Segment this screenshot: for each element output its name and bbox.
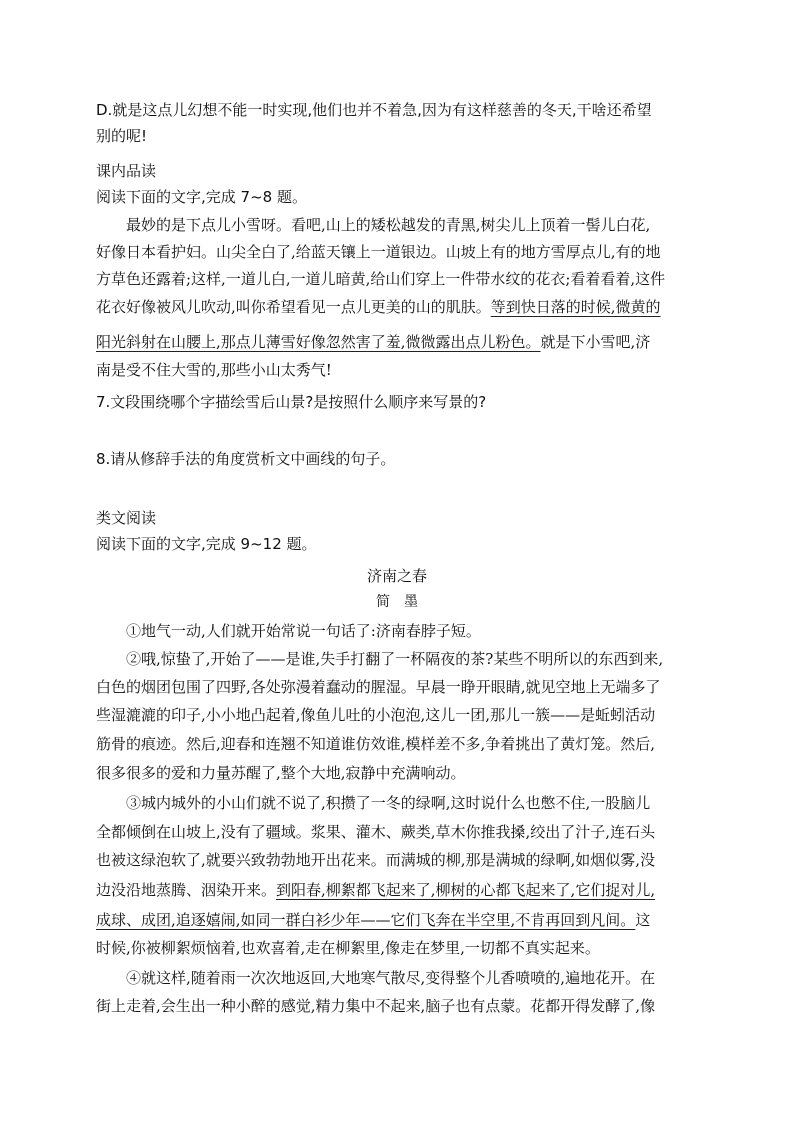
article-author: 简 墨: [376, 594, 418, 610]
option-d-line-2: 别的呢!: [96, 127, 148, 145]
underlined-sentence-part-2: 阳光斜射在山腰上,那点儿薄雪好像忽然害了羞,微微露出点儿粉色。: [96, 333, 541, 351]
section2-instruction: 阅读下面的文字,完成 9~12 题。: [96, 535, 317, 553]
question-7: 7.文段围绕哪个字描绘雪后山景?是按照什么顺序来写景的?: [96, 393, 487, 411]
paragraph-3-line-5: [96, 910, 702, 930]
passage1-line-5: [96, 332, 702, 352]
paragraph-2-line-4: 筋骨的痕迹。然后,迎春和连翘不知道谁仿效谁,模样差不多,争着挑出了黄灯笼。然后,: [96, 735, 656, 753]
paragraph-3-line-1: ③城内城外的小山们就不说了,积攒了一冬的绿啊,这时说什么也憋不住,一股脑儿: [126, 794, 651, 812]
paragraph-2-line-1: ②哦,惊蛰了,开始了——是谁,失手打翻了一杯隔夜的茶?某些不明所以的东西到来,: [126, 650, 664, 668]
passage1-line-1: 最妙的是下点儿小雪呀。看吧,山上的矮松越发的青黑,树尖儿上顶着一髻儿白花,: [126, 216, 651, 234]
question-8: 8.请从修辞手法的角度赏析文中画线的句子。: [96, 450, 396, 468]
paragraph-2-line-2: 白色的烟团包围了四野,各处弥漫着蠢动的腥湿。早晨一睁开眼睛,就见空地上无端多了: [96, 678, 661, 696]
article-title: 济南之春: [366, 567, 427, 585]
passage1-line-4: [96, 297, 702, 317]
section-heading-in-class: 课内品读: [96, 162, 157, 180]
paragraph-3-line-4-text: 边没沿地蒸腾、洇染开来。: [96, 881, 277, 899]
underlined-sentence-part-3: 到阳春,柳絮都飞起来了,柳树的心都飞起来了,它们捉对儿,: [276, 881, 656, 899]
paragraph-2-line-5: 很多很多的爱和力量苏醒了,整个大地,寂静中充满响动。: [96, 764, 466, 782]
section1-instruction: 阅读下面的文字,完成 7~8 题。: [96, 188, 307, 206]
passage1-line-2: 好像日本看护妇。山尖全白了,给蓝天镶上一道银边。山坡上有的地方雪厚点儿,有的地: [96, 243, 661, 261]
paragraph-3-line-2: 全都倾倒在山坡上,没有了疆域。浆果、灌木、蕨类,草木你推我搡,绞出了汁子,连石头: [96, 823, 656, 841]
paragraph-3-line-6: 时候,你被柳絮烦恼着,也欢喜着,走在柳絮里,像走在梦里,一切都不真实起来。: [96, 939, 600, 957]
paragraph-1: ①地气一动,人们就开始常说一句话了:济南春脖子短。: [126, 622, 481, 640]
passage1-line-3: 方草色还露着;这样,一道儿白,一道儿暗黄,给山们穿上一件带水纹的花衣;看着看着,这件: [96, 270, 666, 288]
passage1-line-6: 南是受不住大雪的,那些小山太秀气!: [96, 361, 332, 379]
paragraph-3-line-3: 也被这绿泡软了,就要兴致勃勃地开出花来。而满城的柳,那是满城的绿啊,如烟似雾,没: [96, 851, 656, 869]
underlined-sentence-part-1: 等到快日落的时候,微黄的: [490, 298, 661, 316]
paragraph-3-line-4: [96, 880, 702, 900]
passage1-line-4-text: 花衣好像被风儿吹动,叫你希望看见一点儿更美的山的肌肤。: [96, 298, 491, 316]
paragraph-4-line-2: 街上走着,会生出一种小醉的感觉,精力集中不起来,脑子也有点蒙。花都开得发酵了,像: [96, 997, 656, 1015]
option-d-line-1: D.就是这点儿幻想不能一时实现,他们也并不着急,因为有这样慈善的冬天,干啥还希望: [96, 101, 652, 119]
paragraph-2-line-3: 些湿漉漉的印子,小小地凸起着,像鱼儿吐的小泡泡,这儿一团,那儿一簇——是蚯蚓活动: [96, 706, 656, 724]
underlined-sentence-part-4: 成球、成团,追逐嬉闹,如同一群白衫少年——它们飞奔在半空里,不肯再回到凡间。: [96, 911, 636, 929]
paragraph-3-line-5-tail: 这: [635, 911, 651, 929]
passage1-line-5-tail: 就是下小雪吧,济: [540, 333, 651, 351]
section-heading-similar-reading: 类文阅读: [96, 509, 157, 527]
paragraph-4-line-1: ④就这样,随着雨一次次地返回,大地寒气散尽,变得整个儿香喷喷的,遍地花开。在: [126, 969, 656, 987]
